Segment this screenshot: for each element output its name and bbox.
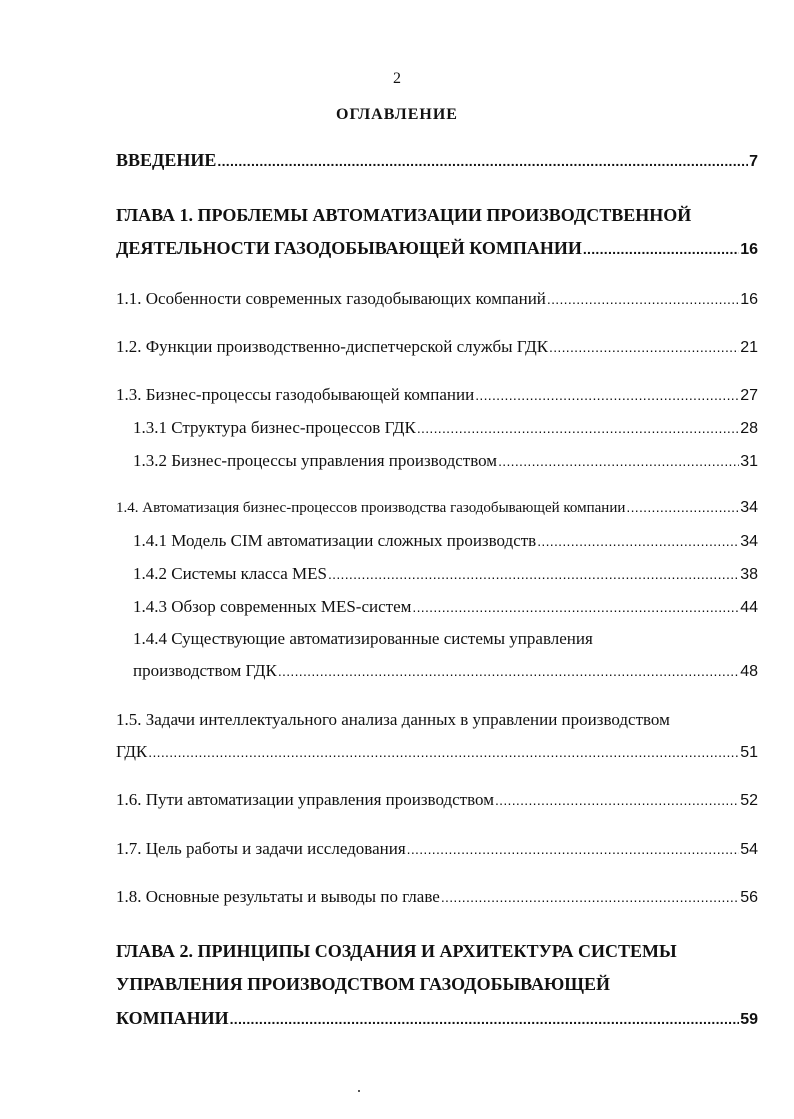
toc-entry-page: 21 [740,339,758,356]
toc-entry-1-8[interactable] [116,887,758,907]
toc-entry-text: 1.6. Пути автоматизации управления производством [116,790,494,809]
toc-chapter-1-line1[interactable]: ГЛАВА 1. ПРОБЛЕМЫ АВТОМАТИЗАЦИИ ПРОИЗВОДСТВЕННОЙ [116,205,692,225]
leader-dots [412,599,739,615]
leader-dots [148,744,739,760]
leader-dots [441,889,739,905]
toc-entry-1-3[interactable] [116,385,758,405]
toc-entry-chapter-2[interactable] [116,1008,758,1029]
toc-entry-1-4-1[interactable] [133,531,758,551]
toc-entry-page: 27 [740,387,758,404]
leader-dots [626,499,739,515]
leader-dots [278,663,739,679]
leader-dots [495,792,739,808]
toc-entry-text: 1.3. Бизнес-процессы газодобывающей компании [116,385,475,404]
toc-entry-text: 1.2. Функции производственно-диспетчерской службы ГДК [116,337,549,356]
toc-entry-page: 16 [740,241,758,258]
toc-entry-text: КОМПАНИИ [116,1008,229,1028]
toc-entry-page: 34 [740,499,758,516]
toc-entry-1-5[interactable] [116,742,758,762]
toc-entry-text: ДЕЯТЕЛЬНОСТИ ГАЗОДОБЫВАЮЩЕЙ КОМПАНИИ [116,238,582,258]
leader-dots [217,153,748,169]
toc-entry-page: 34 [740,533,758,550]
leader-dots [328,566,739,582]
toc-entry-text: ГДК [116,742,148,761]
toc-entry-page: 16 [740,291,758,308]
toc-entry-1-4-2[interactable] [133,564,758,584]
toc-entry-1-3-2[interactable] [133,451,758,471]
toc-entry-text: 1.4.1 Модель CIM автоматизации сложных производств [133,531,537,550]
leader-dots [407,841,740,857]
toc-entry-page: 59 [740,1011,758,1028]
toc-entry-chapter-1[interactable] [116,238,758,259]
toc-chapter-2-line1[interactable]: ГЛАВА 2. ПРИНЦИПЫ СОЗДАНИЯ И АРХИТЕКТУРА СИСТЕМЫ [116,941,677,961]
scan-speck [358,1090,360,1092]
toc-entry-text: 1.8. Основные результаты и выводы по главе [116,887,440,906]
toc-entry-introduction[interactable] [116,150,758,171]
toc-entry-1-5-line1[interactable]: 1.5. Задачи интеллектуального анализа данных в управлении производством [116,710,670,729]
toc-entry-1-3-1[interactable] [133,418,758,438]
leader-dots [583,241,739,257]
toc-entry-page: 54 [740,841,758,858]
toc-entry-1-7[interactable] [116,839,758,859]
leader-dots [475,387,739,403]
toc-entry-page: 7 [749,153,758,170]
toc-entry-text: 1.1. Особенности современных газодобывающих компаний [116,289,546,308]
toc-entry-page: 51 [740,744,758,761]
toc-entry-1-4-4[interactable] [133,661,758,681]
toc-entry-text: ВВЕДЕНИЕ [116,150,217,170]
toc-entry-text: производством ГДК [133,661,277,680]
toc-entry-page: 52 [740,792,758,809]
leader-dots [547,291,739,307]
toc-entry-page: 38 [740,566,758,583]
toc-entry-1-2[interactable] [116,337,758,357]
toc-entry-1-6[interactable] [116,790,758,810]
leader-dots [549,339,739,355]
toc-entry-page: 28 [740,420,758,437]
toc-entry-page: 31 [740,453,758,470]
leader-dots [230,1011,740,1027]
toc-entry-page: 56 [740,889,758,906]
page-number: 2 [393,70,401,87]
toc-entry-text: 1.3.1 Структура бизнес-процессов ГДК [133,418,416,437]
toc-entry-1-1[interactable] [116,289,758,309]
toc-title: ОГЛАВЛЕНИЕ [336,106,458,123]
leader-dots [537,533,739,549]
toc-entry-1-4[interactable] [116,499,758,517]
toc-entry-page: 44 [740,599,758,616]
leader-dots [417,420,739,436]
toc-entry-text: 1.4. Автоматизация бизнес-процессов производства газодобывающей компании [116,500,626,516]
toc-entry-text: 1.7. Цель работы и задачи исследования [116,839,406,858]
toc-entry-page: 48 [740,663,758,680]
toc-entry-1-4-4-line1[interactable]: 1.4.4 Существующие автоматизированные системы управления [133,629,593,648]
toc-entry-text: 1.4.2 Системы класса MES [133,564,327,583]
toc-entry-1-4-3[interactable] [133,597,758,617]
leader-dots [498,453,739,469]
toc-chapter-2-line2[interactable]: УПРАВЛЕНИЯ ПРОИЗВОДСТВОМ ГАЗОДОБЫВАЮЩЕЙ [116,974,611,994]
toc-entry-text: 1.3.2 Бизнес-процессы управления производством [133,451,498,470]
toc-entry-text: 1.4.3 Обзор современных MES-систем [133,597,412,616]
